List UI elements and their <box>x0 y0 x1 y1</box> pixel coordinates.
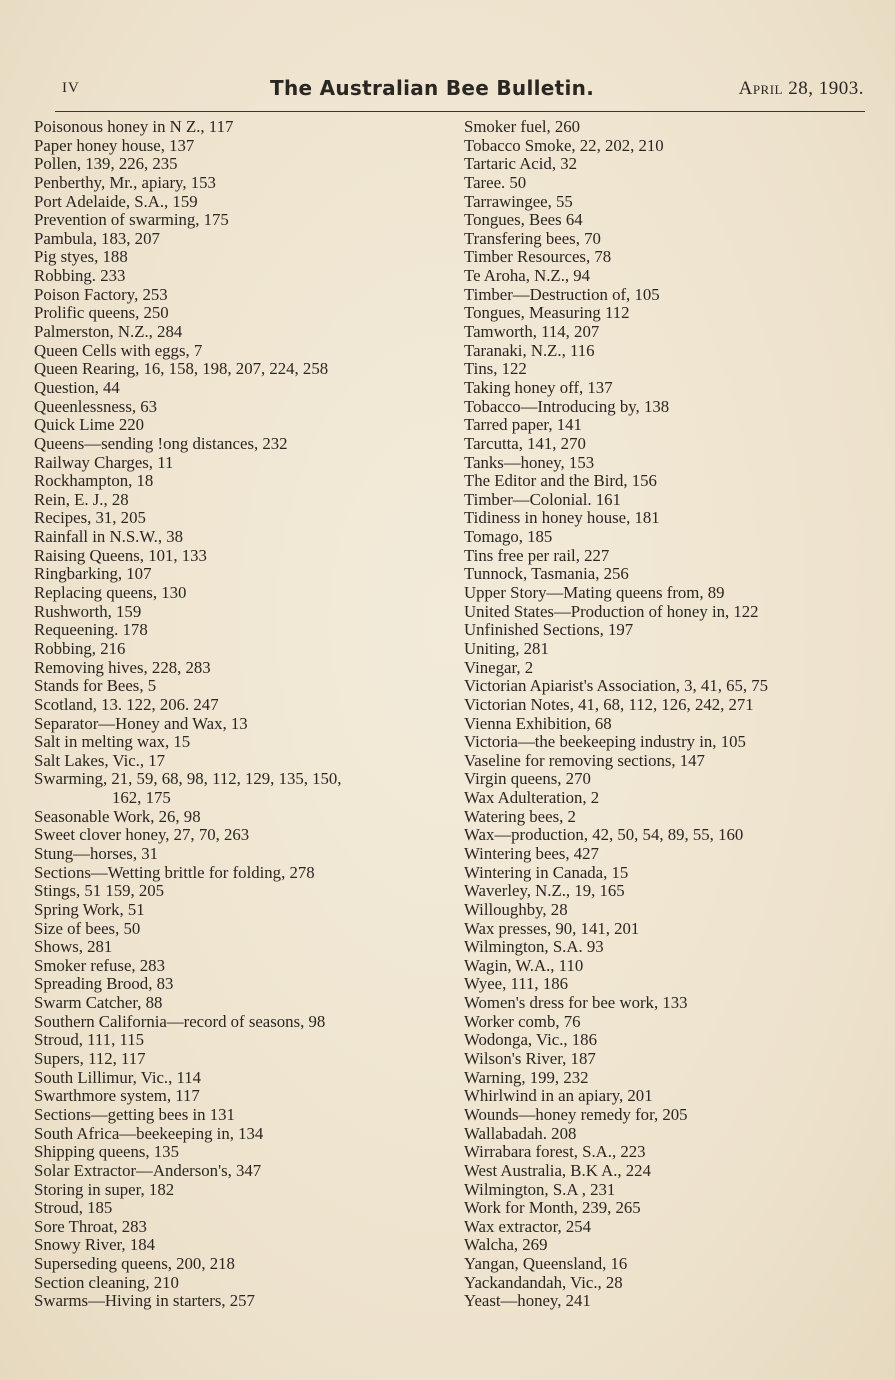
index-entry: Raising Queens, 101, 133 <box>34 545 207 565</box>
index-entry: Stroud, 185 <box>34 1198 113 1218</box>
index-entry: Vaseline for removing sections, 147 <box>464 750 705 770</box>
index-entry: Ringbarking, 107 <box>34 564 152 584</box>
index-entry: Robbing. 233 <box>34 266 126 286</box>
index-entry: Recipes, 31, 205 <box>34 508 146 528</box>
index-entry: Wirrabara forest, S.A., 223 <box>464 1142 646 1162</box>
index-column-left <box>34 118 454 1311</box>
index-entry: Queen Rearing, 16, 158, 198, 207, 224, 258 <box>34 359 329 379</box>
index-entry: Upper Story—Mating queens from, 89 <box>464 583 725 603</box>
index-entry: Stands for Bees, 5 <box>34 676 157 696</box>
index-entry: Pig styes, 188 <box>34 247 128 267</box>
index-entry: Paper honey house, 137 <box>34 135 195 155</box>
index-entry: Pambula, 183, 207 <box>34 228 160 248</box>
index-entry: Tomago, 185 <box>464 527 553 547</box>
index-entry: Wyee, 111, 186 <box>464 974 568 994</box>
index-entry: Storing in super, 182 <box>34 1179 175 1199</box>
index-entry: Wintering in Canada, 15 <box>464 862 629 882</box>
index-entry: Snowy River, 184 <box>34 1235 155 1255</box>
index-entry: Tobacco Smoke, 22, 202, 210 <box>464 135 664 155</box>
index-entry: Taree. 50 <box>464 172 527 192</box>
index-entry: Wax presses, 90, 141, 201 <box>464 918 640 938</box>
index-entry: South Lillimur, Vic., 114 <box>34 1067 202 1087</box>
index-entry: Shows, 281 <box>34 937 113 957</box>
index-entry: Victorian Notes, 41, 68, 112, 126, 242, 271 <box>464 694 754 714</box>
index-entry: Warning, 199, 232 <box>464 1067 589 1087</box>
index-entry: Supers, 112, 117 <box>34 1049 146 1069</box>
index-entry: Yangan, Queensland, 16 <box>464 1254 628 1274</box>
index-entry: Stings, 51 159, 205 <box>34 881 165 901</box>
index-entry: Wounds—honey remedy for, 205 <box>464 1104 688 1124</box>
index-entry: Robbing, 216 <box>34 638 126 658</box>
index-entry: Unfinished Sections, 197 <box>464 620 634 640</box>
index-entry: Tongues, Bees 64 <box>464 210 583 230</box>
index-entry: Rockhampton, 18 <box>34 471 154 491</box>
page-number: IV <box>62 80 80 96</box>
index-entry: Pollen, 139, 226, 235 <box>34 154 178 174</box>
index-entry: Rainfall in N.S.W., 38 <box>34 527 184 547</box>
index-entry: Transfering bees, 70 <box>464 228 601 248</box>
issue-date <box>739 78 864 100</box>
index-entry: Stroud, 111, 115 <box>34 1030 145 1050</box>
index-entry: Taranaki, N.Z., 116 <box>464 340 595 360</box>
index-entry: Yackandandah, Vic., 28 <box>464 1272 623 1292</box>
index-entry: Sections—Wetting brittle for folding, 278 <box>34 862 315 882</box>
index-entry: Sweet clover honey, 27, 70, 263 <box>34 825 250 845</box>
index-entry: Te Aroha, N.Z., 94 <box>464 266 591 286</box>
index-entry: Shipping queens, 135 <box>34 1142 179 1162</box>
index-entry: Uniting, 281 <box>464 638 549 658</box>
index-entry: Virgin queens, 270 <box>464 769 591 789</box>
index-entry: Vinegar, 2 <box>464 657 534 677</box>
index-entry: Wintering bees, 427 <box>464 843 599 863</box>
index-entry: Salt in melting wax, 15 <box>34 732 191 752</box>
index-entry: Smoker refuse, 283 <box>34 955 165 975</box>
index-entry: Smoker fuel, 260 <box>464 117 581 136</box>
index-entry: United States—Production of honey in, 122 <box>464 601 759 621</box>
index-entry: Taking honey off, 137 <box>464 377 613 397</box>
index-entry: Swarms—Hiving in starters, 257 <box>34 1291 255 1311</box>
index-entry: Wallabadah. 208 <box>464 1123 577 1143</box>
index-entry: Waverley, N.Z., 19, 165 <box>464 881 625 901</box>
index-entry: Wax extractor, 254 <box>464 1216 592 1236</box>
index-entry: Section cleaning, 210 <box>34 1272 179 1292</box>
index-entry: Southern California—record of seasons, 98 <box>34 1011 326 1031</box>
index-entry: Whirlwind in an apiary, 201 <box>464 1086 653 1106</box>
page-header <box>62 74 864 108</box>
index-entry: Swarthmore system, 117 <box>34 1086 200 1106</box>
index-entry: Tidiness in honey house, 181 <box>464 508 660 528</box>
index-entry: Palmerston, N.Z., 284 <box>34 322 183 342</box>
index-entry: Quick Lime 220 <box>34 415 144 435</box>
index-entry: Swarm Catcher, 88 <box>34 993 163 1013</box>
index-column-right <box>464 118 864 1311</box>
index-entry: Tanks—honey, 153 <box>464 452 595 472</box>
index-entry: Walcha, 269 <box>464 1235 548 1255</box>
index-entry: Seasonable Work, 26, 98 <box>34 806 201 826</box>
index-entry: Vienna Exhibition, 68 <box>464 713 612 733</box>
index-entry: Superseding queens, 200, 218 <box>34 1254 235 1274</box>
index-entry: West Australia, B.K A., 224 <box>464 1160 651 1180</box>
index-entry: Removing hives, 228, 283 <box>34 657 211 677</box>
index-entry: Tobacco—Introducing by, 138 <box>464 396 670 416</box>
index-entry: Tongues, Measuring 112 <box>464 303 630 323</box>
index-entry: Queen Cells with eggs, 7 <box>34 340 203 360</box>
index-entry: Tarrawingee, 55 <box>464 191 573 211</box>
issue-date-month: April <box>738 78 783 99</box>
index-entry: Prolific queens, 250 <box>34 303 169 323</box>
index-entry: Worker comb, 76 <box>464 1011 581 1031</box>
index-entry: Spreading Brood, 83 <box>34 974 174 994</box>
index-entry: 162, 175 <box>112 788 171 808</box>
index-entry: South Africa—beekeeping in, 134 <box>34 1123 264 1143</box>
index-entry: Yeast—honey, 241 <box>464 1291 591 1311</box>
index-entry: Sections—getting bees in 131 <box>34 1104 235 1124</box>
index-entry: Replacing queens, 130 <box>34 583 187 603</box>
index-entry: Requeening. 178 <box>34 620 148 640</box>
index-entry: Salt Lakes, Vic., 17 <box>34 750 166 770</box>
index-entry: Tins free per rail, 227 <box>464 545 610 565</box>
index-entry: Timber—Colonial. 161 <box>464 489 621 509</box>
index-entry: Wilmington, S.A. 93 <box>464 937 604 957</box>
index-entry: Victoria—the beekeeping industry in, 105 <box>464 732 746 752</box>
index-entry: Question, 44 <box>34 377 120 397</box>
index-entry: Wilson's River, 187 <box>464 1049 596 1069</box>
publication-title: The Australian Bee Bulletin. <box>270 76 595 100</box>
index-entry: Sore Throat, 283 <box>34 1216 147 1236</box>
index-entry: Spring Work, 51 <box>34 899 145 919</box>
index-entry: Rein, E. J., 28 <box>34 489 129 509</box>
index-entry: Poisonous honey in N Z., 117 <box>34 117 234 136</box>
index-entry: Penberthy, Mr., apiary, 153 <box>34 172 216 192</box>
index-entry: Poison Factory, 253 <box>34 284 168 304</box>
index-entry: Work for Month, 239, 265 <box>464 1198 641 1218</box>
index-entry: Wilmington, S.A , 231 <box>464 1179 616 1199</box>
index-entry: Queenlessness, 63 <box>34 396 158 416</box>
header-rule <box>55 111 865 112</box>
index-entry: Tamworth, 114, 207 <box>464 322 600 342</box>
index-entry: Victorian Apiarist's Association, 3, 41, 65, 75 <box>464 676 769 696</box>
index-entry: Prevention of swarming, 175 <box>34 210 229 230</box>
index-entry: Willoughby, 28 <box>464 899 568 919</box>
index-entry: Scotland, 13. 122, 206. 247 <box>34 694 219 714</box>
index-entry: Stung—horses, 31 <box>34 843 158 863</box>
index-entry: The Editor and the Bird, 156 <box>464 471 657 491</box>
index-entry: Timber—Destruction of, 105 <box>464 284 660 304</box>
index-entry: Separator—Honey and Wax, 13 <box>34 713 248 733</box>
index-entry: Railway Charges, 11 <box>34 452 174 472</box>
index-entry: Wax—production, 42, 50, 54, 89, 55, 160 <box>464 825 744 845</box>
index-entry: Tarred paper, 141 <box>464 415 582 435</box>
index-entry: Wax Adulteration, 2 <box>464 788 600 808</box>
index-entry: Rushworth, 159 <box>34 601 142 621</box>
index-entry: Tarcutta, 141, 270 <box>464 433 586 453</box>
index-entry: Size of bees, 50 <box>34 918 141 938</box>
index-entry: Watering bees, 2 <box>464 806 576 826</box>
index-entry: Port Adelaide, S.A., 159 <box>34 191 198 211</box>
index-entry: Queens—sending !ong distances, 232 <box>34 433 288 453</box>
index-entry: Tartaric Acid, 32 <box>464 154 577 174</box>
index-entry: Women's dress for bee work, 133 <box>464 993 688 1013</box>
issue-date-day-year: 28, 1903. <box>783 78 864 99</box>
index-entry: Timber Resources, 78 <box>464 247 612 267</box>
index-entry: Solar Extractor—Anderson's, 347 <box>34 1160 262 1180</box>
index-entry: Tunnock, Tasmania, 256 <box>464 564 629 584</box>
index-entry: Wagin, W.A., 110 <box>464 955 584 975</box>
index-entry: Swarming, 21, 59, 68, 98, 112, 129, 135, 150, <box>34 769 342 789</box>
index-entry: Wodonga, Vic., 186 <box>464 1030 597 1050</box>
index-entry: Tins, 122 <box>464 359 527 379</box>
